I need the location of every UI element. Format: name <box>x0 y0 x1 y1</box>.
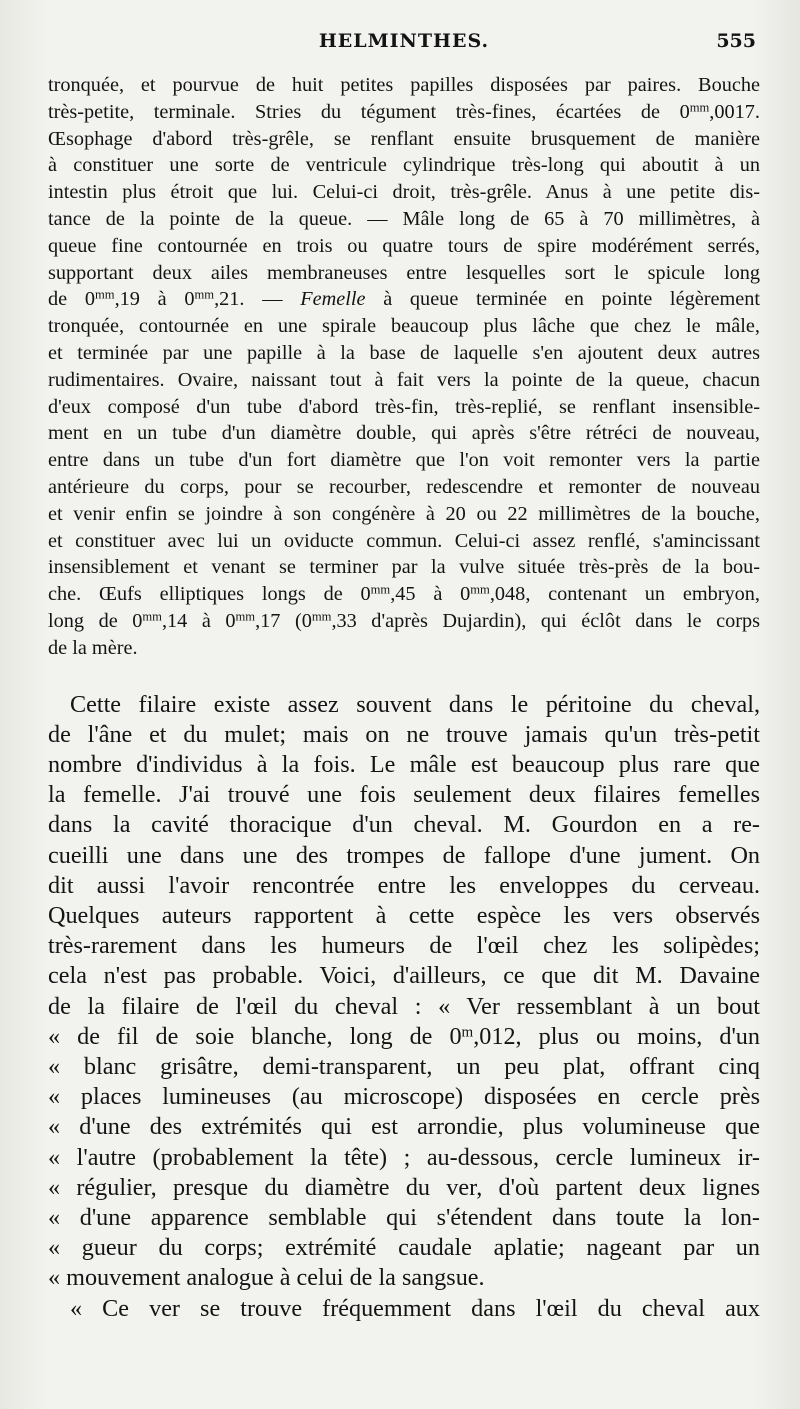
text-line: dans la cavité thoracique d'un cheval. M. Gourdon en a re- <box>48 811 760 839</box>
text-line: insensiblement et venant se terminer par la vulve située très-près de la bou- <box>48 556 760 579</box>
text-line: che. Œufs elliptiques longs de $0^{mm},45$ à $0^{mm},048$, contenant un embryon, <box>48 582 760 606</box>
text-line: très-petite, terminale. Stries du tégument très-fines, écartées de $0^{mm},0017$. <box>48 100 760 123</box>
text-line: « régulier, presque du diamètre du ver, d'où partent deux lignes <box>48 1173 760 1201</box>
text-line: « blanc grisâtre, demi-transparent, un peu plat, offrant cinq <box>48 1052 760 1080</box>
text-line: « Ce ver se trouve fréquemment dans l'œil du cheval aux <box>70 1294 760 1322</box>
species-description-paragraph <box>48 72 760 662</box>
text-line: de l'âne et du mulet; mais on ne trouve jamais qu'un très-petit <box>48 720 760 748</box>
text-line: et constituer avec lui un oviducte commun. Celui-ci assez renflé, s'amincissant <box>48 529 760 552</box>
text-line: « gueur du corps; extrémité caudale aplatie; nageant par un <box>48 1234 760 1262</box>
page-header <box>48 30 760 60</box>
text-line: « mouvement analogue à celui de la sangsue. <box>48 1264 485 1292</box>
page-number: 555 <box>716 30 756 52</box>
text-line: dit aussi l'avoir rencontrée entre les enveloppes du cerveau. <box>48 871 760 899</box>
text-line: entre dans un tube d'un fort diamètre que l'on voit remonter vers la partie <box>48 449 760 472</box>
text-line: intestin plus étroit que lui. Celui-ci droit, très-grêle. Anus à une petite dis- <box>48 181 760 204</box>
text-line: très-rarement dans les humeurs de l'œil chez les solipèdes; <box>48 932 760 960</box>
text-line: antérieure du corps, pour se recourber, redescendre et remonter de nouveau <box>48 475 760 498</box>
text-line: d'eux composé d'un tube d'abord très-fin, très-replié, se renflant insensible- <box>48 395 760 418</box>
text-line: tance de la pointe de la queue. — Mâle long de 65 à 70 millimètres, à <box>48 207 760 230</box>
text-line: Quelques auteurs rapportent à cette espèce les vers observés <box>48 901 760 929</box>
text-line: « d'une des extrémités qui est arrondie, plus volumineuse que <box>48 1113 760 1141</box>
text-line: « d'une apparence semblable qui s'étendent dans toute la lon- <box>48 1203 760 1231</box>
text-line: Cette filaire existe assez souvent dans le péritoine du cheval, <box>70 690 760 718</box>
text-line: de la mère. <box>48 636 138 659</box>
text-line: et venir enfin se joindre à son congénère à 20 ou 22 millimètres de la bouche, <box>48 502 760 525</box>
text-line: à constituer une sorte de ventricule cylindrique très-long qui aboutit à un <box>48 154 760 177</box>
text-line: nombre d'individus à la fois. Le mâle est beaucoup plus rare que <box>48 750 760 778</box>
text-line: ment en un tube d'un diamètre double, qui après s'être rétréci de nouveau, <box>48 422 760 445</box>
text-line: cela n'est pas probable. Voici, d'ailleurs, ce que dit M. Davaine <box>48 962 760 990</box>
text-line: tronquée, et pourvue de huit petites papilles disposées par paires. Bouche <box>48 74 760 96</box>
text-line: cueilli une dans une des trompes de fallope d'une jument. On <box>48 841 760 869</box>
text-line: la femelle. J'ai trouvé une fois seulement deux filaires femelles <box>48 781 760 809</box>
text-line: de $0^{mm},19$ à $0^{mm},21$. — Femelle à queue terminée en pointe légèrement <box>48 288 761 311</box>
habitat-paragraph <box>48 690 760 1324</box>
text-line: rudimentaires. Ovaire, naissant tout à fait vers la pointe de la queue, chacun <box>48 368 760 391</box>
text-line: « places lumineuses (au microscope) disposées en cercle près <box>48 1083 760 1111</box>
text-line: Œsophage d'abord très-grêle, se renflant ensuite brusquement de manière <box>48 127 760 150</box>
text-line: queue fine contournée en trois ou quatre tours de spire modérément serrés, <box>48 234 760 257</box>
text-line: supportant deux ailes membraneuses entre lesquelles sort le spicule long <box>48 261 760 284</box>
text-line: « de fil de soie blanche, long de 0$^m$,012, plus ou moins, d'un <box>48 1022 760 1050</box>
text-line: « l'autre (probablement la tête) ; au-dessous, cercle lumineux ir- <box>48 1143 760 1171</box>
text-line: de la filaire de l'œil du cheval : « Ver ressemblant à un bout <box>48 992 760 1020</box>
text-line: et terminée par une papille à la base de laquelle s'en ajoutent deux autres <box>48 341 760 364</box>
text-line: long de $0^{mm},14$ à $0^{mm},17$ ($0^{mm},33$ d'après Dujardin), qui éclôt dans le corps <box>48 609 761 632</box>
text-line: tronquée, contournée en une spirale beaucoup plus lâche que chez le mâle, <box>48 315 760 338</box>
running-head: HELMINTHES. <box>318 30 490 52</box>
